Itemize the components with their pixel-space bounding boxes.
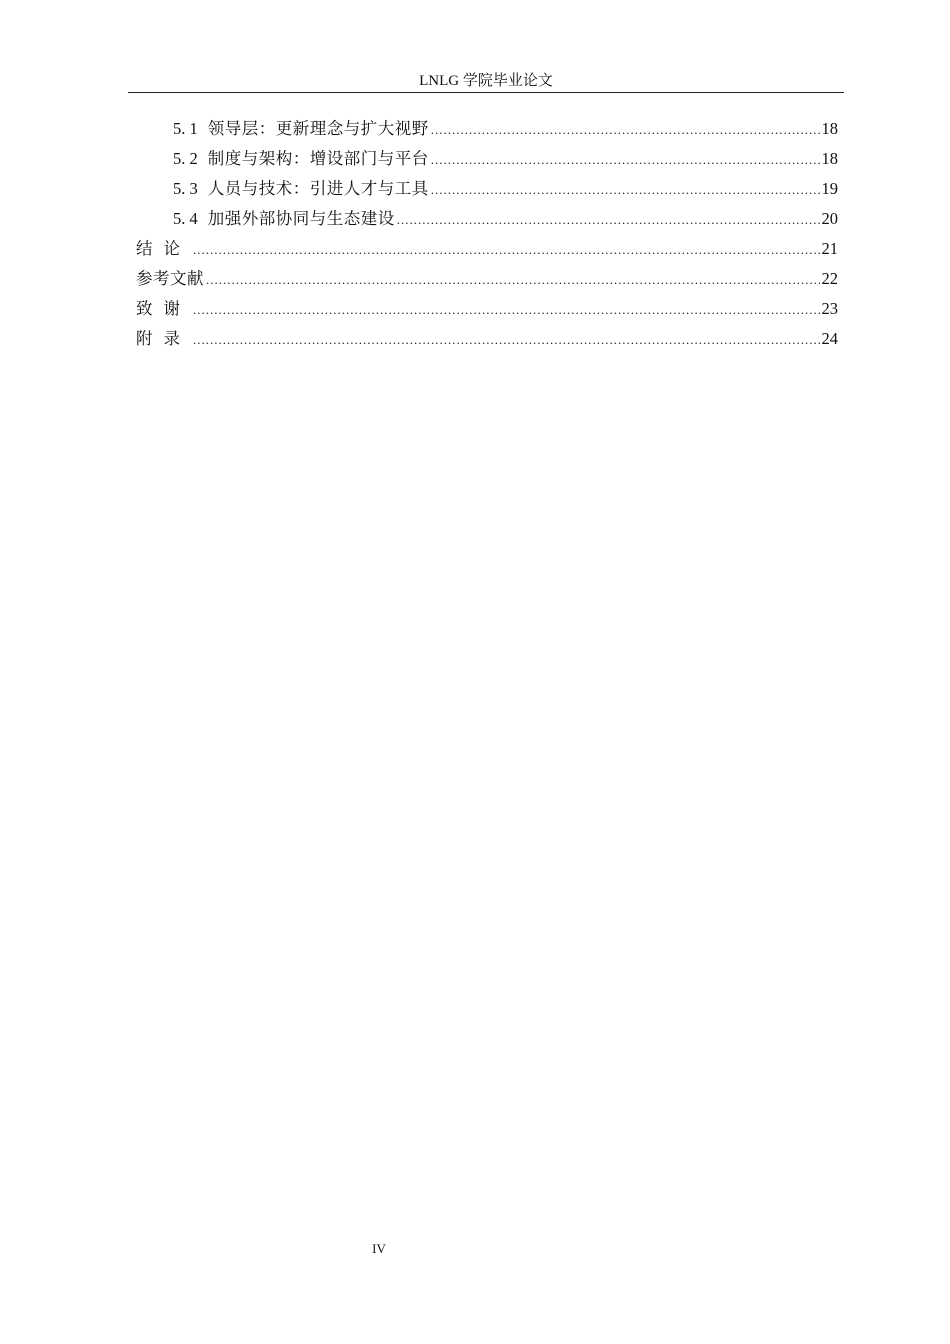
toc-entry-title: 人员与技术：引进人才与工具 — [207, 179, 429, 198]
toc-entry-page: 22 — [821, 269, 838, 288]
toc-dot-leader — [431, 115, 820, 145]
toc-entry-title: 致谢 — [136, 299, 191, 318]
toc-entry-title: 参考文献 — [136, 269, 204, 288]
toc-entry-5-2[interactable] — [136, 144, 838, 174]
toc-entry-appendix[interactable] — [136, 324, 838, 354]
toc-entry-page: 19 — [821, 179, 838, 198]
toc-entry-acknowledgements[interactable] — [136, 294, 838, 324]
toc-entry-title: 附录 — [136, 329, 191, 348]
toc-dot-leader — [431, 175, 820, 205]
header-divider — [128, 92, 844, 93]
page-header: LNLG 学院毕业论文 — [419, 73, 553, 89]
toc-entry-number: 5. 4 — [173, 209, 198, 228]
toc-entry-5-1[interactable] — [136, 114, 838, 144]
toc-entry-5-4[interactable] — [136, 204, 838, 234]
toc-dot-leader — [193, 325, 820, 355]
toc-entry-page: 18 — [821, 119, 838, 138]
toc-entry-page: 20 — [821, 209, 838, 228]
toc-entry-number: 5. 1 — [173, 119, 198, 138]
table-of-contents — [136, 114, 838, 354]
toc-entry-title: 制度与架构：增设部门与平台 — [207, 149, 429, 168]
toc-dot-leader — [431, 145, 820, 175]
toc-entry-title: 结论 — [136, 239, 191, 258]
toc-entry-page: 21 — [821, 239, 838, 258]
toc-dot-leader — [193, 235, 820, 265]
toc-entry-number: 5. 3 — [173, 179, 198, 198]
toc-entry-references[interactable] — [136, 264, 838, 294]
toc-entry-page: 24 — [821, 329, 838, 348]
toc-entry-page: 23 — [821, 299, 838, 318]
toc-entry-number: 5. 2 — [173, 149, 198, 168]
toc-entry-5-3[interactable] — [136, 174, 838, 204]
toc-entry-conclusion[interactable] — [136, 234, 838, 264]
toc-entry-page: 18 — [821, 149, 838, 168]
toc-dot-leader — [397, 205, 820, 235]
toc-dot-leader — [193, 295, 820, 325]
toc-dot-leader — [206, 265, 820, 295]
toc-entry-title: 领导层：更新理念与扩大视野 — [207, 119, 429, 138]
page-number: IV — [372, 1241, 386, 1256]
toc-entry-title: 加强外部协同与生态建设 — [207, 209, 395, 228]
